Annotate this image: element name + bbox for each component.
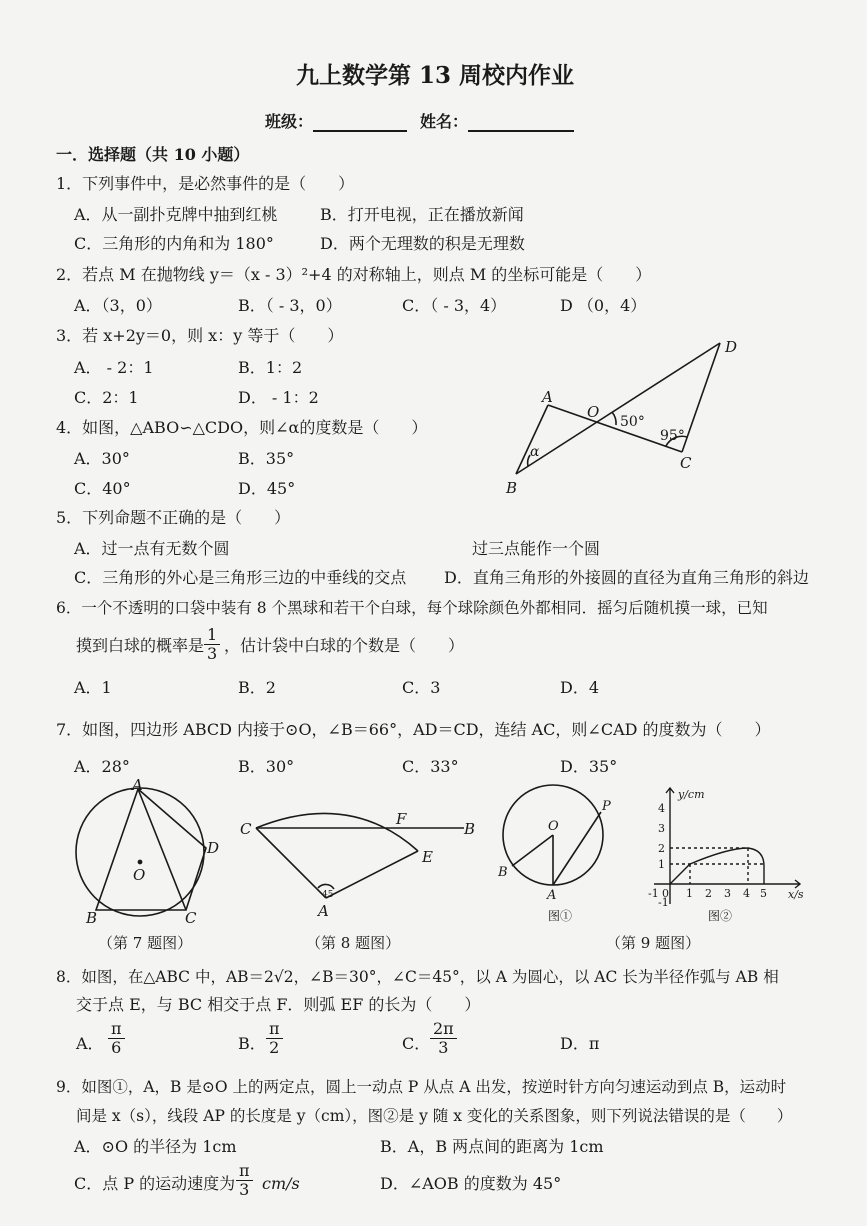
section-heading: 一．选择题（共 10 小题）: [56, 145, 250, 164]
q1-option-c: C．三角形的内角和为 180°: [74, 234, 274, 253]
q9-fig2-caption: 图②: [708, 909, 733, 923]
worksheet-title: 九上数学第 13 周校内作业: [296, 62, 575, 89]
q5-option-a: A．过一点有无数个圆: [74, 539, 230, 558]
q8-option-a-label: A．: [76, 1034, 104, 1053]
q9-ytick-1: 1: [658, 858, 665, 871]
q9-option-b: B．A，B 两点间的距离为 1cm: [380, 1137, 604, 1156]
q6-stem-line1: 6．一个不透明的口袋中装有 8 个黑球和若干个白球，每个球除颜色外都相同．摇匀后随机摸一球，已知: [56, 599, 768, 617]
q9-label-b: B: [498, 865, 508, 880]
q4-stem: 4．如图，△ABO∽△CDO，则∠α的度数是（ ）: [56, 418, 428, 437]
q9-stem-line2: 间是 x（s），线段 AP 的长度是 y（cm），图②是 y 随 x 变化的关系图象，则下列说法错误的是（ ）: [76, 1107, 793, 1125]
q8-label-a: A: [318, 902, 329, 920]
q9-fig1-caption: 图①: [548, 909, 573, 923]
q7-label-c: C: [185, 909, 197, 927]
q7-option-c: C．33°: [402, 757, 459, 776]
q1-stem: 1．下列事件中，是必然事件的是（ ）: [56, 174, 355, 193]
q5-option-b: 过三点能作一个圆: [472, 539, 601, 558]
q8-stem-line1: 8．如图，在△ABC 中，AB＝2√2，∠B＝30°，∠C＝45°，以 A 为圆心，以 AC 长为半径作弧与 AB 相: [56, 968, 779, 986]
q6-frac-den: 3: [207, 644, 218, 663]
q8-angle-mark: 45: [322, 890, 334, 900]
q8-option-c-label: C．: [402, 1034, 431, 1053]
q5-option-d: D．直角三角形的外接圆的直径为直角三角形的斜边: [444, 568, 809, 587]
q8-a-num: π: [108, 1020, 125, 1039]
q7-label-a: A: [132, 776, 143, 794]
q6-option-a: A．1: [74, 678, 112, 697]
q8-option-b-fraction: [266, 1020, 283, 1057]
q4-label-c: C: [680, 454, 692, 472]
q9-label-o: O: [548, 819, 559, 834]
q8-option-c-fraction: [430, 1020, 457, 1057]
q9-option-a: A．⊙O 的半径为 1cm: [74, 1137, 237, 1156]
q6-option-b: B．2: [238, 678, 276, 697]
q9-option-c-fraction: [236, 1162, 253, 1199]
q7-label-d: D: [207, 839, 220, 857]
q6-frac-num: 1: [204, 626, 220, 645]
q8-c-den: 3: [438, 1038, 449, 1057]
q3-option-b: B．1：2: [238, 358, 303, 377]
q7-option-a: A．28°: [74, 757, 130, 776]
q8-option-a-fraction: [108, 1020, 125, 1057]
q4-label-d: D: [725, 338, 738, 356]
q6-option-c: C．3: [402, 678, 441, 697]
q3-option-d: D． - 1：2: [238, 388, 319, 407]
q8-c-num: 2π: [430, 1020, 457, 1039]
q1-option-a: A．从一副扑克牌中抽到红桃: [74, 205, 278, 224]
q4-label-b: B: [506, 479, 518, 497]
q9-option-c-unit: cm/s: [262, 1174, 300, 1193]
q9-c-den: 3: [239, 1180, 250, 1199]
q3-stem: 3．若 x+2y＝0，则 x：y 等于（ ）: [56, 326, 344, 345]
q6-stem-line2a: 摸到白球的概率是: [76, 636, 205, 655]
q9-figure-caption: （第 9 题图）: [606, 934, 701, 952]
q8-option-b-label: B．: [238, 1034, 266, 1053]
q9-xtick-0: 0: [662, 887, 669, 900]
q9-xtick-2: 2: [705, 887, 712, 900]
q9-label-a: A: [547, 888, 557, 903]
q9-graph-ylabel: y/cm: [678, 788, 705, 801]
q9-ytick-neg1: -1: [658, 896, 669, 909]
q4-option-a: A．30°: [74, 449, 130, 468]
q9-label-p: P: [602, 799, 611, 814]
q2-option-c: C．（ - 3，4）: [402, 296, 507, 315]
q7-option-d: D．35°: [560, 757, 618, 776]
q9-xtick-1: 1: [686, 887, 693, 900]
q7-label-b: B: [86, 909, 98, 927]
q4-option-b: B．35°: [238, 449, 295, 468]
q4-angle-c: 95°: [660, 428, 685, 444]
q3-option-c: C．2：1: [74, 388, 139, 407]
q9-c-num: π: [236, 1162, 253, 1181]
q2-option-b: B．（ - 3，0）: [238, 296, 342, 315]
q9-xtick-neg1: -1: [648, 887, 659, 900]
q5-option-c: C．三角形的外心是三角形三边的中垂线的交点: [74, 568, 407, 587]
q9-option-c-pre: C．点 P 的运动速度为: [74, 1174, 236, 1193]
q4-option-c: C．40°: [74, 479, 131, 498]
q2-stem: 2．若点 M 在抛物线 y＝（x - 3）²+4 的对称轴上，则点 M 的坐标可能是（ ）: [56, 265, 652, 284]
q4-angle-o: 50°: [620, 414, 645, 430]
q4-label-o: O: [587, 403, 600, 421]
q9-xtick-4: 4: [743, 887, 750, 900]
q8-b-den: 2: [269, 1038, 280, 1057]
q7-figure-caption: （第 7 题图）: [98, 934, 193, 952]
q4-option-d: D．45°: [238, 479, 296, 498]
q4-label-a: A: [542, 388, 553, 406]
q9-graph-xlabel: x/s: [788, 888, 804, 901]
q8-figure-caption: （第 8 题图）: [306, 934, 401, 952]
q9-ytick-3: 3: [658, 822, 665, 835]
q8-b-num: π: [266, 1020, 283, 1039]
q1-option-b: B．打开电视，正在播放新闻: [320, 205, 524, 224]
q5-stem: 5．下列命题不正确的是（ ）: [56, 508, 291, 527]
q9-xtick-3: 3: [724, 887, 731, 900]
q8-a-den: 6: [111, 1038, 122, 1057]
q7-label-o: O: [133, 866, 146, 884]
q3-option-a: A． - 2：1: [74, 358, 154, 377]
q6-option-d: D．4: [560, 678, 600, 697]
q8-label-c: C: [240, 820, 252, 838]
name-label: 姓名：: [420, 112, 469, 131]
q9-option-d: D．∠AOB 的度数为 45°: [380, 1174, 562, 1193]
q8-option-d: D．π: [560, 1034, 600, 1053]
q9-xtick-5: 5: [760, 887, 767, 900]
q7-stem: 7．如图，四边形 ABCD 内接于⊙O，∠B＝66°，AD＝CD，连结 AC，则∠CAD 的度数为（ ）: [56, 720, 771, 739]
q6-stem-line2b: ，估计袋中白球的个数是（ ）: [224, 636, 465, 655]
q7-figure: [76, 788, 206, 916]
q9-ytick-4: 4: [658, 802, 665, 815]
q7-option-b: B．30°: [238, 757, 295, 776]
q2-option-a: A．（3，0）: [74, 296, 162, 315]
q8-label-f: F: [396, 810, 407, 828]
class-label: 班级：: [265, 112, 314, 131]
q9-ytick-2: 2: [658, 842, 665, 855]
q9-stem-line1: 9．如图①，A，B 是⊙O 上的两定点，圆上一动点 P 从点 A 出发，按逆时针方向匀速运动到点 B，运动时: [56, 1078, 787, 1096]
q1-option-d: D．两个无理数的积是无理数: [320, 234, 525, 253]
q2-option-d: D （0，4）: [560, 296, 647, 315]
q4-alpha: α: [530, 444, 540, 460]
q8-stem-line2: 交于点 E，与 BC 相交于点 F．则弧 EF 的长为（ ）: [76, 995, 481, 1014]
q8-label-b: B: [464, 820, 476, 838]
q8-label-e: E: [422, 848, 433, 866]
q9-figure-circle: [503, 785, 603, 885]
